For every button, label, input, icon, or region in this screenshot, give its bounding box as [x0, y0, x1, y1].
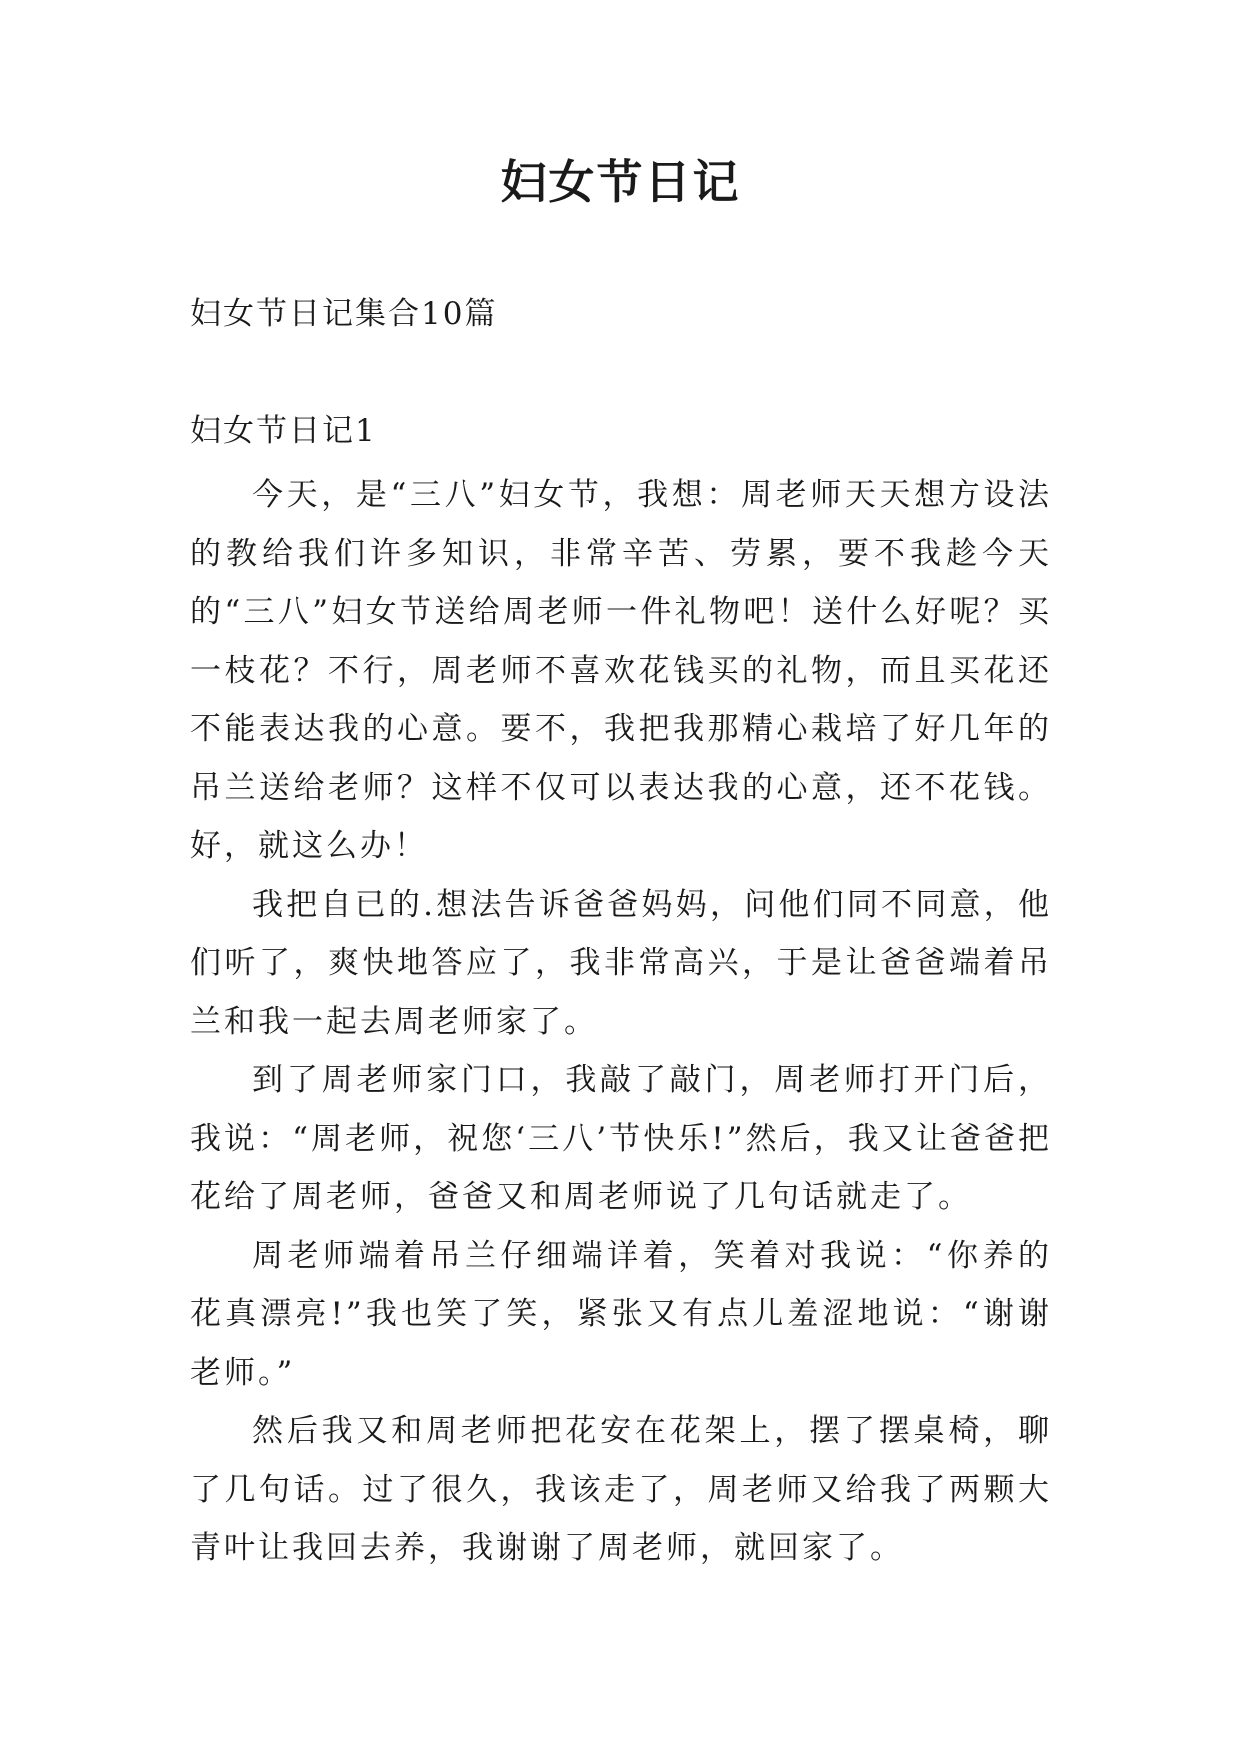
diary-body: [190, 466, 1052, 1578]
paragraph-1: 今天，是“三八”妇女节，我想：周老师天天想方设法的教给我们许多知识，非常辛苦、劳累，要不我趁今天的“三八”妇女节送给周老师一件礼物吧！送什么好呢？买一枝花？不行，周老师不喜欢花钱买的礼物，而且买花还不能表达我的心意。要不，我把我那精心栽培了好几年的吊兰送给老师？这样不仅可以表达我的心意，还不花钱。好，就这么办！: [190, 477, 1052, 864]
paragraph-5: 然后我又和周老师把花安在花架上，摆了摆桌椅，聊了几句话。过了很久，我该走了，周老师又给我了两颗大青叶让我回去养，我谢谢了周老师，就回家了。: [190, 1413, 1052, 1566]
section-heading: 妇女节日记1: [190, 413, 377, 449]
paragraph-2: 我把自已的.想法告诉爸爸妈妈，问他们同不同意，他们听了，爽快地答应了，我非常高兴，于是让爸爸端着吊兰和我一起去周老师家了。: [190, 886, 1052, 1040]
paragraph-4: 周老师端着吊兰仔细端详着，笑着对我说：“你养的花真漂亮!”我也笑了笑，紧张又有点儿羞涩地说：“谢谢老师。”: [190, 1237, 1052, 1391]
document-subtitle: 妇女节日记集合10篇: [190, 296, 498, 332]
document-title: 妇女节日记: [500, 155, 741, 209]
paragraph-3: 到了周老师家门口，我敲了敲门，周老师打开门后，我说：“周老师，祝您‘三八’节快乐!”然后，我又让爸爸把花给了周老师，爸爸又和周老师说了几句话就走了。: [190, 1062, 1052, 1215]
